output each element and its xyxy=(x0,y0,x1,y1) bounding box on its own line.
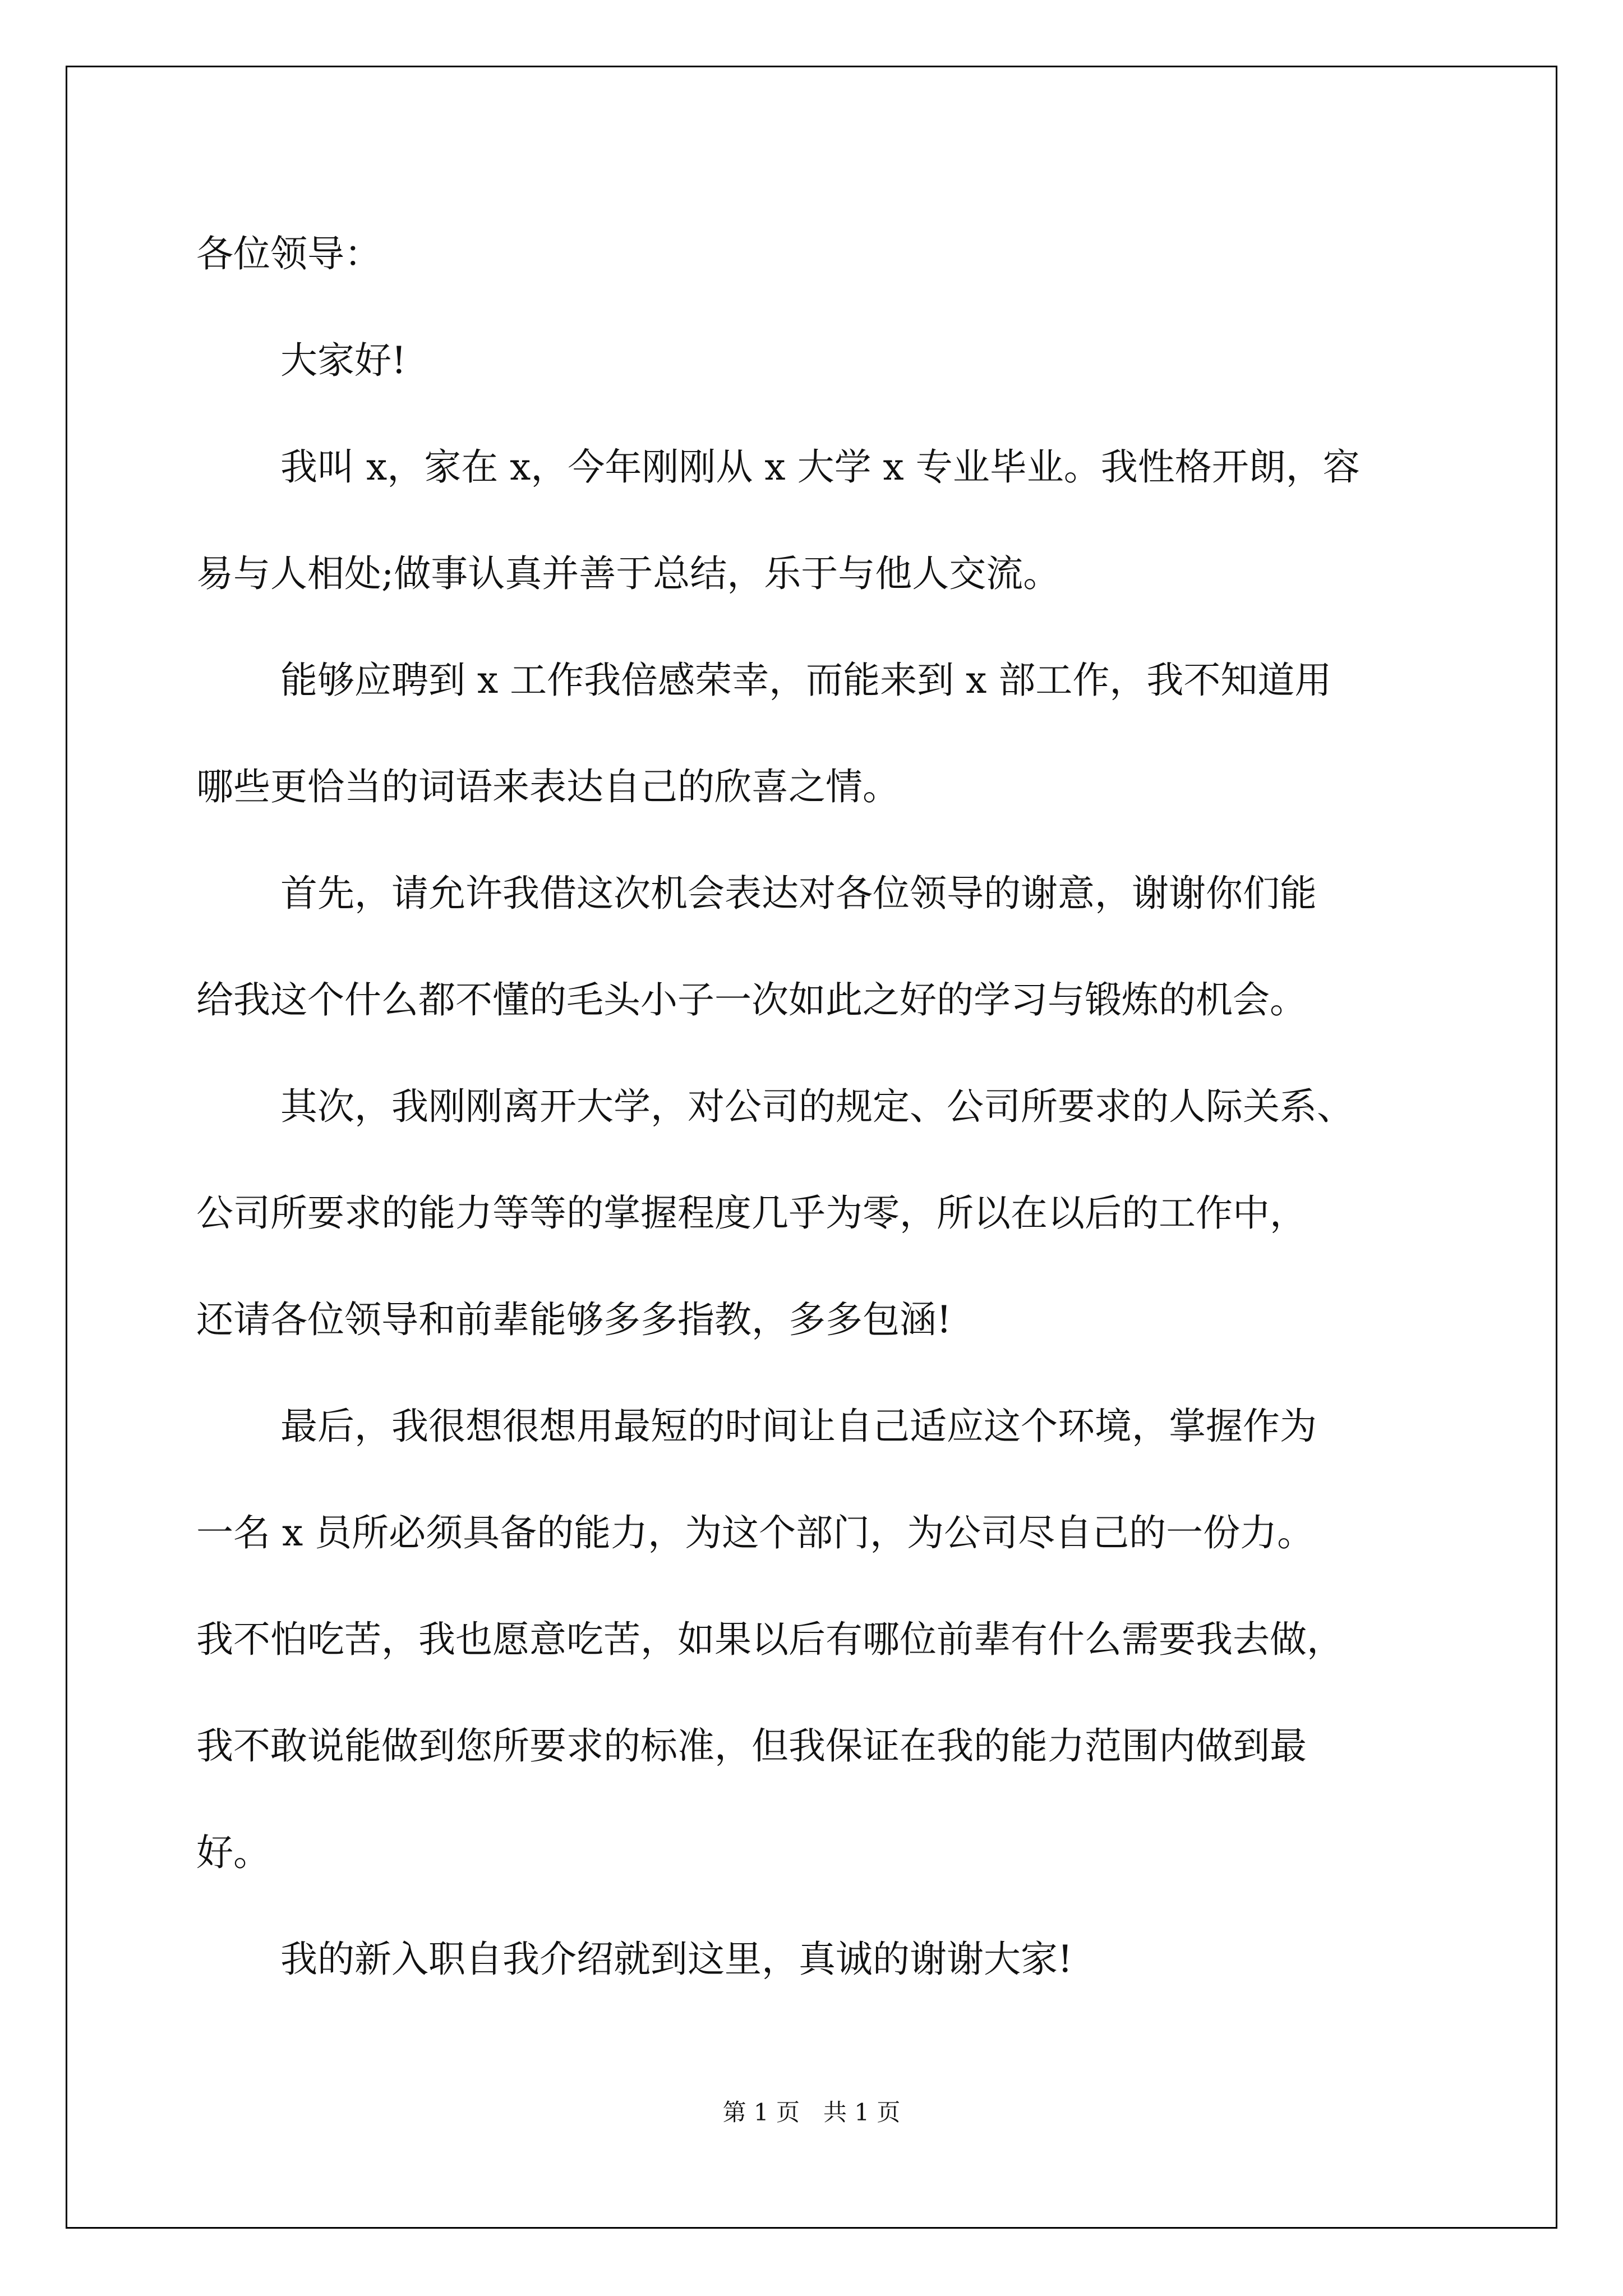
paragraph-line: 给我这个什么都不懂的毛头小子一次如此之好的学习与锻炼的机会。 xyxy=(196,978,1307,1022)
paragraph-line: 哪些更恰当的词语来表达自己的欣喜之情。 xyxy=(196,765,900,808)
paragraph-line: 公司所要求的能力等等的掌握程度几乎为零，所以在以后的工作中， xyxy=(196,1191,1307,1235)
paragraph-line: 易与人相处;做事认真并善于总结，乐于与他人交流。 xyxy=(196,552,1061,595)
page-footer xyxy=(0,2094,1623,2128)
salutation: 各位领导： xyxy=(196,232,381,275)
paragraph-line: 我叫 x，家在 x，今年刚刚从 x 大学 x 专业毕业。我性格开朗，容 xyxy=(280,445,1360,489)
paragraph-line: 还请各位领导和前辈能够多多指教，多多包涵! xyxy=(196,1298,952,1341)
paragraph-line: 我不敢说能做到您所要求的标准，但我保证在我的能力范围内做到最 xyxy=(196,1724,1307,1768)
page-number-label: 第 1 页 共 1 页 xyxy=(722,2099,901,2126)
paragraph-line: 我不怕吃苦，我也愿意吃苦，如果以后有哪位前辈有什么需要我去做， xyxy=(196,1618,1344,1661)
closing-line: 我的新入职自我介绍就到这里，真诚的谢谢大家! xyxy=(280,1938,1073,1981)
paragraph-line: 其次，我刚刚离开大学，对公司的规定、公司所要求的人际关系、 xyxy=(280,1085,1354,1128)
greeting: 大家好! xyxy=(280,339,407,382)
paragraph-line: 能够应聘到 x 工作我倍感荣幸，而能来到 x 部工作，我不知道用 xyxy=(280,659,1332,702)
document-body xyxy=(196,201,1464,2013)
paragraph-line: 一名 x 员所必须具备的能力，为这个部门，为公司尽自己的一份力。 xyxy=(196,1511,1315,1554)
paragraph-line: 最后，我很想很想用最短的时间让自己适应这个环境，掌握作为 xyxy=(280,1405,1317,1448)
paragraph-line: 好。 xyxy=(196,1831,270,1874)
paragraph-line: 首先，请允许我借这次机会表达对各位领导的谢意，谢谢你们能 xyxy=(280,872,1317,915)
